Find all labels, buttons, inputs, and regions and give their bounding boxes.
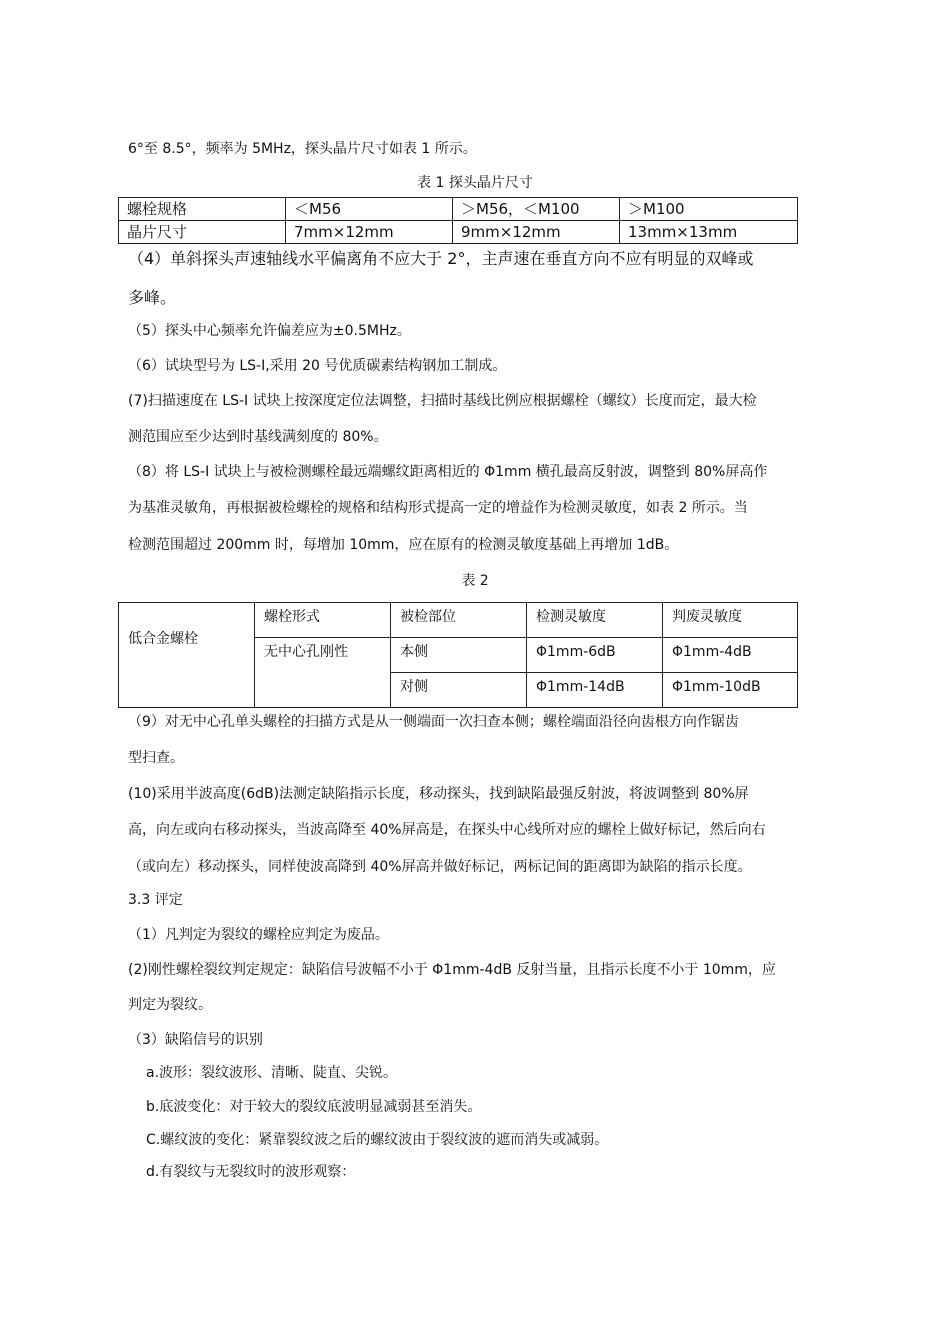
table-cell: ＜M56 bbox=[286, 198, 453, 221]
paragraph-line: (7)扫描速度在 LS-I 试块上按深度定位法调整，扫描时基线比例应根据螺栓（螺纹）长度而定，最大检 bbox=[128, 393, 757, 409]
paragraph-line: （5）探头中心频率允许偏差应为±0.5MHz。 bbox=[128, 323, 411, 339]
list-item: C.螺纹波的变化：紧靠裂纹波之后的螺纹波由于裂纹波的遮而消失或减弱。 bbox=[146, 1132, 609, 1148]
paragraph-line: 型扫查。 bbox=[128, 750, 184, 766]
paragraph-line: 测范围应至少达到时基线满刻度的 80%。 bbox=[128, 429, 388, 445]
table-cell: 无中心孔刚性 bbox=[255, 638, 391, 708]
table-cell: 9mm×12mm bbox=[453, 221, 620, 244]
paragraph-line: 为基准灵敏角，再根据被检螺栓的规格和结构形式提高一定的增益作为检测灵敏度，如表 2 所示。当 bbox=[128, 500, 748, 516]
table-cell: ＞M56，＜M100 bbox=[453, 198, 620, 221]
table-cell: 本侧 bbox=[391, 638, 527, 673]
paragraph-line: (10)采用半波高度(6dB)法测定缺陷指示长度，移动探头，找到缺陷最强反射波，将波调整到 80%屏 bbox=[128, 786, 749, 802]
table-cell: 检测灵敏度 bbox=[527, 603, 663, 638]
table-cell: 7mm×12mm bbox=[286, 221, 453, 244]
section-heading: 3.3 评定 bbox=[128, 892, 183, 908]
table-cell: 判废灵敏度 bbox=[663, 603, 798, 638]
table-row bbox=[119, 603, 798, 638]
paragraph-line: 检测范围超过 200mm 时，每增加 10mm，应在原有的检测灵敏度基础上再增加 1dB。 bbox=[128, 537, 679, 553]
table-cell: Φ1mm-6dB bbox=[527, 638, 663, 673]
sensitivity-table bbox=[118, 602, 798, 708]
table-cell: 13mm×13mm bbox=[620, 221, 798, 244]
paragraph-line: （8）将 LS-I 试块上与被检测螺栓最远端螺纹距离相近的 Φ1mm 横孔最高反射波，调整到 80%屏高作 bbox=[128, 464, 768, 480]
list-item: d.有裂纹与无裂纹时的波形观察： bbox=[146, 1164, 356, 1180]
table-cell: Φ1mm-10dB bbox=[663, 673, 798, 708]
table-cell: 晶片尺寸 bbox=[119, 221, 286, 244]
paragraph-line: （或向左）移动探头，同样使波高降到 40%屏高并做好标记，两标记间的距离即为缺陷的指示长度。 bbox=[128, 859, 752, 875]
table1-caption: 表 1 探头晶片尺寸 bbox=[417, 175, 533, 191]
table-row bbox=[119, 221, 798, 244]
table-cell: ＞M100 bbox=[620, 198, 798, 221]
paragraph-line: （3）缺陷信号的识别 bbox=[128, 1032, 263, 1048]
probe-chip-size-table bbox=[118, 197, 798, 244]
paragraph-line: (2)刚性螺栓裂纹判定规定：缺陷信号波幅不小于 Φ1mm-4dB 反射当量，且指示长度不小于 10mm，应 bbox=[128, 962, 776, 978]
table-row bbox=[119, 198, 798, 221]
paragraph-line: （9）对无中心孔单头螺栓的扫描方式是从一侧端面一次扫查本侧；螺栓端面沿径向齿根方向作锯齿 bbox=[128, 714, 739, 730]
table-cell: 螺栓形式 bbox=[255, 603, 391, 638]
table-cell: 螺栓规格 bbox=[119, 198, 286, 221]
paragraph-line: 多峰。 bbox=[128, 288, 177, 307]
table2-caption: 表 2 bbox=[461, 573, 489, 589]
table-cell: Φ1mm-4dB bbox=[663, 638, 798, 673]
table-cell: Φ1mm-14dB bbox=[527, 673, 663, 708]
table-cell: 被检部位 bbox=[391, 603, 527, 638]
paragraph-line: 高，向左或向右移动探头，当波高降至 40%屏高是，在探头中心线所对应的螺栓上做好标记，然后向右 bbox=[128, 822, 766, 838]
table-cell: 对侧 bbox=[391, 673, 527, 708]
paragraph-line: （4）单斜探头声速轴线水平偏离角不应大于 2°，主声速在垂直方向不应有明显的双峰或 bbox=[128, 249, 754, 268]
paragraph-line: （6）试块型号为 LS-I,采用 20 号优质碳素结构钢加工制成。 bbox=[128, 358, 507, 374]
paragraph-line: 判定为裂纹。 bbox=[128, 997, 212, 1013]
table-cell: 低合金螺栓 bbox=[119, 603, 255, 708]
list-item: a.波形：裂纹波形、清晰、陡直、尖锐。 bbox=[146, 1065, 398, 1081]
paragraph-line: （1）凡判定为裂纹的螺栓应判定为废品。 bbox=[128, 927, 389, 943]
paragraph-line: 6°至 8.5°，频率为 5MHz，探头晶片尺寸如表 1 所示。 bbox=[128, 141, 477, 157]
list-item: b.底波变化：对于较大的裂纹底波明显减弱甚至消失。 bbox=[146, 1099, 482, 1115]
